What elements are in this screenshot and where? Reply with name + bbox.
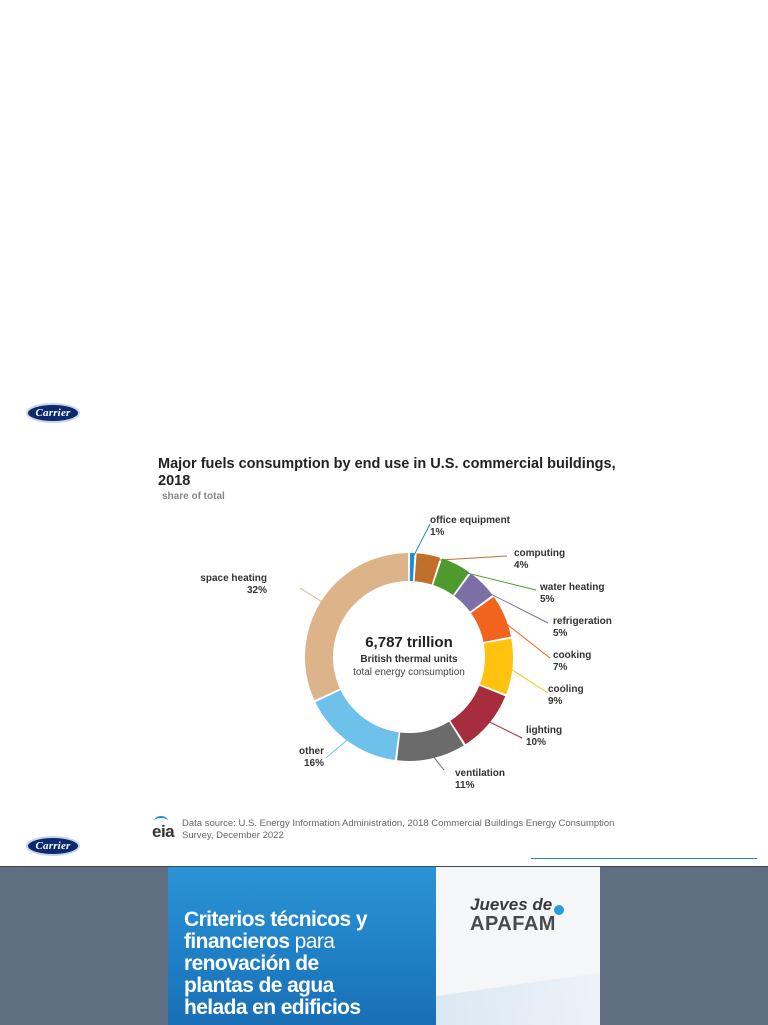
slice-ventilation bbox=[397, 722, 464, 761]
slice-label-space-heating: space heating bbox=[200, 573, 267, 584]
slice-label-refrigeration: refrigeration bbox=[553, 616, 612, 627]
carrier-logo-top: Carrier bbox=[26, 403, 80, 423]
center-caption: total energy consumption bbox=[353, 667, 465, 678]
donut-chart bbox=[152, 448, 632, 808]
slice-value-computing: 4% bbox=[514, 560, 529, 571]
slice-label-cooking: cooking bbox=[553, 650, 592, 661]
chart-subtitle: share of total bbox=[162, 491, 225, 502]
leader-line-cooling bbox=[507, 666, 548, 693]
slice-value-water-heating: 5% bbox=[540, 594, 555, 605]
slice-value-ventilation: 11% bbox=[455, 780, 475, 791]
leader-line-lighting bbox=[485, 719, 522, 738]
bottom-banner bbox=[0, 866, 768, 1025]
promo-brand-line-1: Jueves de bbox=[470, 895, 553, 914]
link-underline[interactable] bbox=[531, 858, 757, 859]
slice-label-office-equipment: office equipment bbox=[430, 515, 511, 526]
promo-line-2-bold: financieros bbox=[184, 930, 290, 953]
promo-card-left[interactable] bbox=[168, 867, 436, 1025]
promo-line-1: Criterios técnicos y bbox=[184, 908, 367, 931]
slice-label-lighting: lighting bbox=[526, 725, 563, 736]
eia-logo: eia bbox=[152, 822, 175, 841]
promo-card-right[interactable] bbox=[436, 867, 600, 1025]
center-value: 6,787 trillion bbox=[365, 634, 453, 651]
slice-lighting bbox=[450, 686, 505, 745]
promo-line-2-light: para bbox=[289, 930, 335, 953]
slice-label-computing: computing bbox=[514, 548, 566, 559]
chart-panel bbox=[152, 448, 632, 850]
promo-line-5: helada en edificios bbox=[184, 996, 361, 1019]
chart-source: Data source: U.S. Energy Information Administration, 2018 Commercial Buildings Energy Consumption Survey, December 2022 bbox=[182, 818, 615, 841]
slice-label-water-heating: water heating bbox=[540, 582, 605, 593]
promo-brand-line-2: APAFAM bbox=[470, 913, 556, 935]
slice-label-cooling: cooling bbox=[548, 684, 584, 695]
slice-office-equipment bbox=[410, 553, 415, 581]
promo-headline bbox=[184, 909, 367, 1019]
slice-value-space-heating: 32% bbox=[246, 585, 267, 596]
document-illustration bbox=[436, 971, 600, 1025]
leader-line-other bbox=[326, 736, 351, 758]
slice-value-cooling: 9% bbox=[548, 696, 563, 707]
carrier-logo-bottom: Carrier bbox=[26, 836, 80, 856]
promo-line-3: renovación de bbox=[184, 952, 319, 975]
center-unit: British thermal units bbox=[360, 654, 458, 665]
slice-value-refrigeration: 5% bbox=[553, 628, 568, 639]
slice-space-heating bbox=[305, 553, 408, 700]
slice-value-lighting: 10% bbox=[526, 737, 547, 748]
leader-line-space-heating bbox=[300, 588, 326, 604]
promo-line-4: plantas de agua bbox=[184, 974, 334, 997]
slice-label-ventilation: ventilation bbox=[455, 768, 506, 779]
slice-value-office-equipment: 1% bbox=[430, 527, 445, 538]
slice-value-other: 16% bbox=[303, 758, 324, 769]
chart-title: Major fuels consumption by end use in U.S. commercial buildings, 2018 bbox=[158, 456, 616, 489]
slice-cooling bbox=[480, 639, 513, 695]
slice-label-other: other bbox=[299, 746, 324, 757]
slice-other bbox=[315, 690, 398, 760]
slice-value-cooking: 7% bbox=[553, 662, 568, 673]
